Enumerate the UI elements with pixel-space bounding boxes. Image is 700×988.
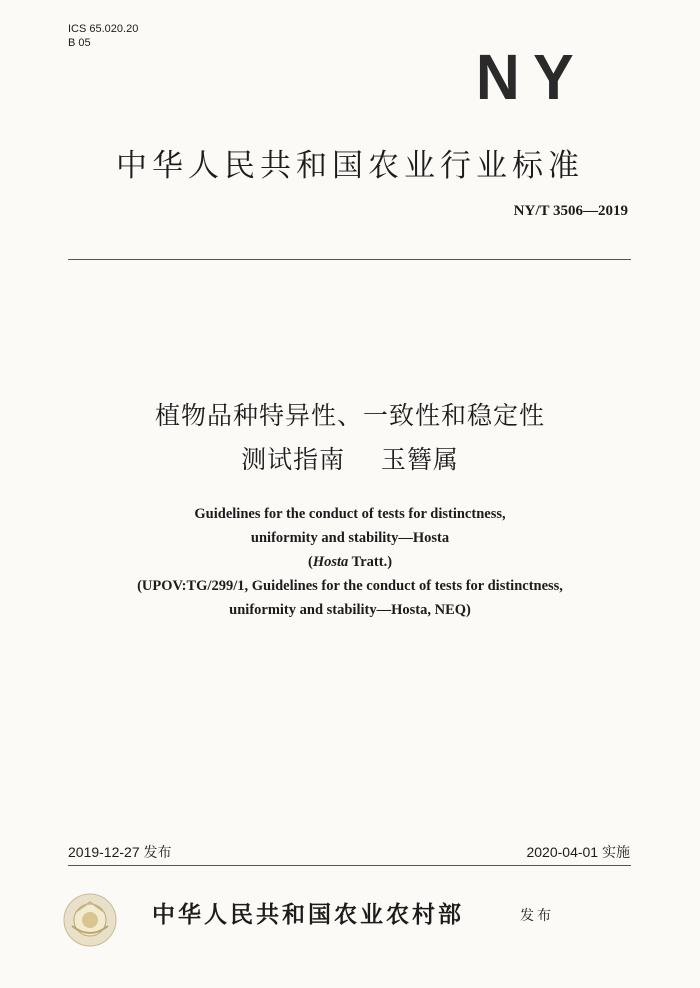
issue-label: 发布 bbox=[520, 908, 554, 924]
effective-date: 2020-04-01 实施 bbox=[526, 844, 630, 860]
english-title-line5: uniformity and stability—Hosta, NEQ) bbox=[229, 602, 471, 618]
ics-code: ICS 65.020.20 bbox=[68, 23, 139, 35]
header-divider bbox=[68, 259, 631, 260]
ny-logo: NY bbox=[476, 41, 588, 113]
author-abbrev: Tratt.) bbox=[348, 554, 393, 570]
english-title-line1: Guidelines for the conduct of tests for distinctness, bbox=[194, 506, 506, 522]
english-title-line3 bbox=[0, 554, 700, 571]
footer-divider bbox=[68, 865, 631, 866]
paren-open: ( bbox=[307, 554, 313, 570]
english-title-line2: uniformity and stability—Hosta bbox=[250, 530, 450, 546]
document-title-line1: 植物品种特异性、一致性和稳定性 bbox=[154, 401, 545, 430]
issuer-name: 中华人民共和国农业农村部 bbox=[152, 901, 464, 928]
document-title-line2: 测试指南 玉簪属 bbox=[241, 445, 459, 474]
english-title-line4: (UPOV:TG/299/1, Guidelines for the conduct of tests for distinctness, bbox=[137, 578, 563, 594]
ministry-emblem-icon bbox=[62, 892, 118, 948]
publish-date: 2019-12-27 发布 bbox=[68, 844, 172, 860]
category-code: B 05 bbox=[68, 37, 91, 49]
standard-number: NY/T 3506—2019 bbox=[513, 203, 628, 219]
standard-title: 中华人民共和国农业行业标准 bbox=[116, 148, 584, 184]
genus-name: Hosta bbox=[312, 554, 349, 570]
ics-block bbox=[68, 22, 138, 50]
